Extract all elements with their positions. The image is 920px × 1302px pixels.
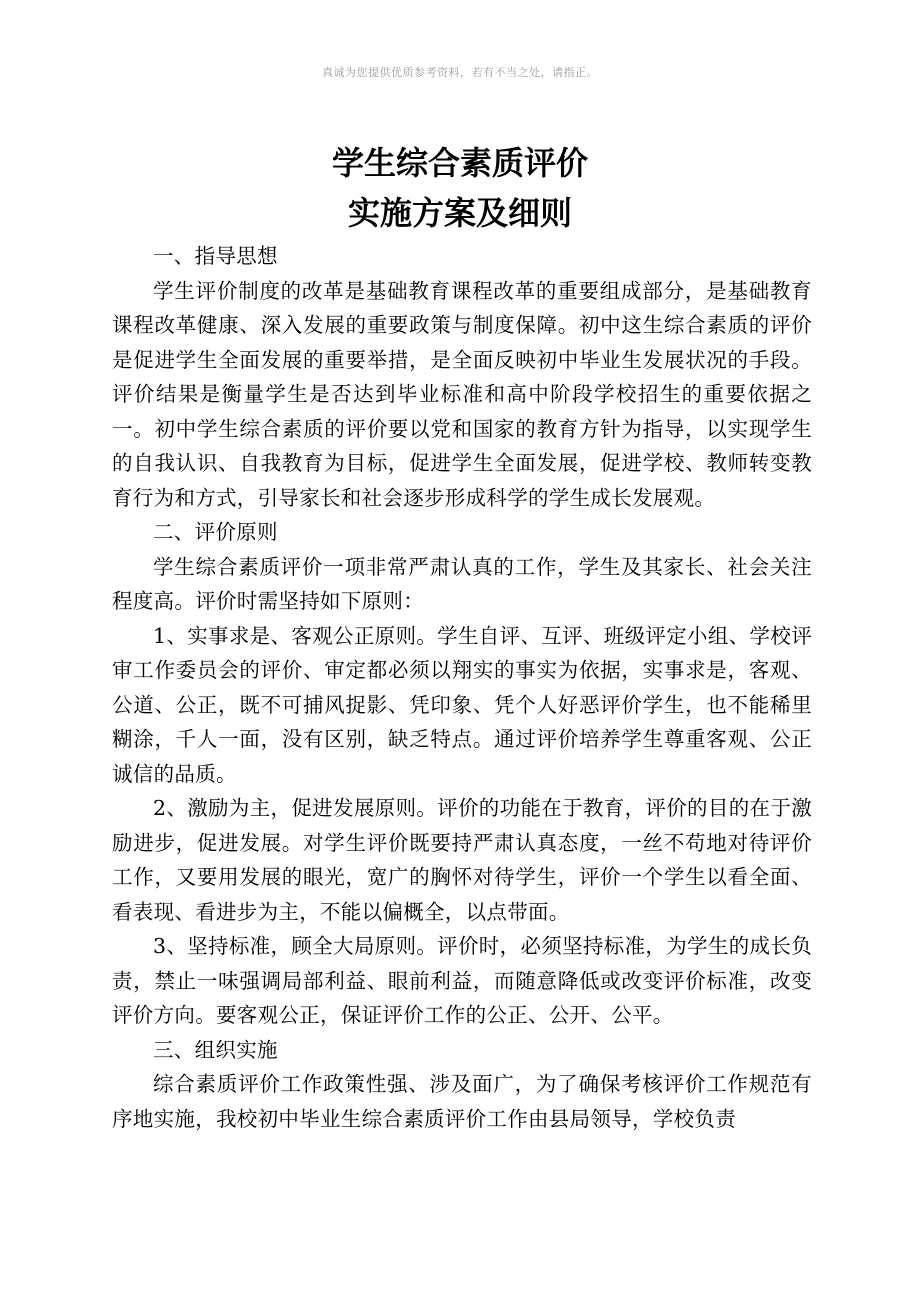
body-paragraph: 学生评价制度的改革是基础教育课程改革的重要组成部分，是基础教育课程改革健康、深入发展的重要政策与制度保障。初中这生综合素质的评价是促进学生全面发展的重要举措，是全面反映初中毕业生发展状况的手段。评价结果是衡量学生是否达到毕业标准和高中阶段学校招生的重要依据之一。初中学生综合素质的评价要以党和国家的教育方针为指导，以实现学生的自我认识、自我教育为目标，促进学生全面发展，促进学校、教师转变教育行为和方式，引导家长和社会逐步形成科学的学生成长发展观。 bbox=[112, 278, 812, 510]
principle-item-3: 3、坚持标准，顾全大局原则。评价时，必须坚持标准，为学生的成长负责，禁止一味强调局部利益、眼前利益，而随意降低或改变评价标准，改变评价方向。要客观公正，保证评价工作的公正、公开、公平。 bbox=[112, 934, 812, 1027]
principle-item-1: 1、实事求是、客观公正原则。学生自评、互评、班级评定小组、学校评审工作委员会的评价、审定都必须以翔实的事实为依据，实事求是，客观、公道、公正，既不可捕风捉影、凭印象、凭个人好恶评价学生，也不能稀里糊涂，千人一面，没有区别，缺乏特点。通过评价培养学生尊重客观、公正诚信的品质。 bbox=[112, 623, 812, 786]
section-heading-organization: 三、组织实施 bbox=[153, 1037, 278, 1062]
section-heading-evaluation-principles: 二、评价原则 bbox=[153, 520, 278, 544]
section-heading-guiding-thought: 一、指导思想 bbox=[153, 244, 278, 268]
body-paragraph: 综合素质评价工作政策性强、涉及面广，为了确保考核评价工作规范有序地实施，我校初中毕业生综合素质评价工作由县局领导，学校负责 bbox=[112, 1072, 812, 1131]
document-title-line1: 学生综合素质评价 bbox=[331, 144, 588, 182]
document-body bbox=[112, 239, 812, 1136]
principle-item-2: 2、激励为主，促进发展原则。评价的功能在于教育，评价的目的在于激励进步，促进发展。对学生评价既要持严肃认真态度，一丝不苟地对待评价工作，又要用发展的眼光，宽广的胸怀对待学生，评价一个学生以看全面、看表现、看进步为主，不能以偏概全，以点带面。 bbox=[112, 796, 812, 924]
body-paragraph: 学生综合素质评价一项非常严肃认真的工作，学生及其家长、社会关注程度高。评价时需坚持如下原则： bbox=[112, 554, 812, 613]
watermark-text: 真诚为您提供优质参考资料，若有不当之处，请指正。 bbox=[322, 66, 598, 79]
document-title-line2: 实施方案及细则 bbox=[347, 194, 572, 232]
